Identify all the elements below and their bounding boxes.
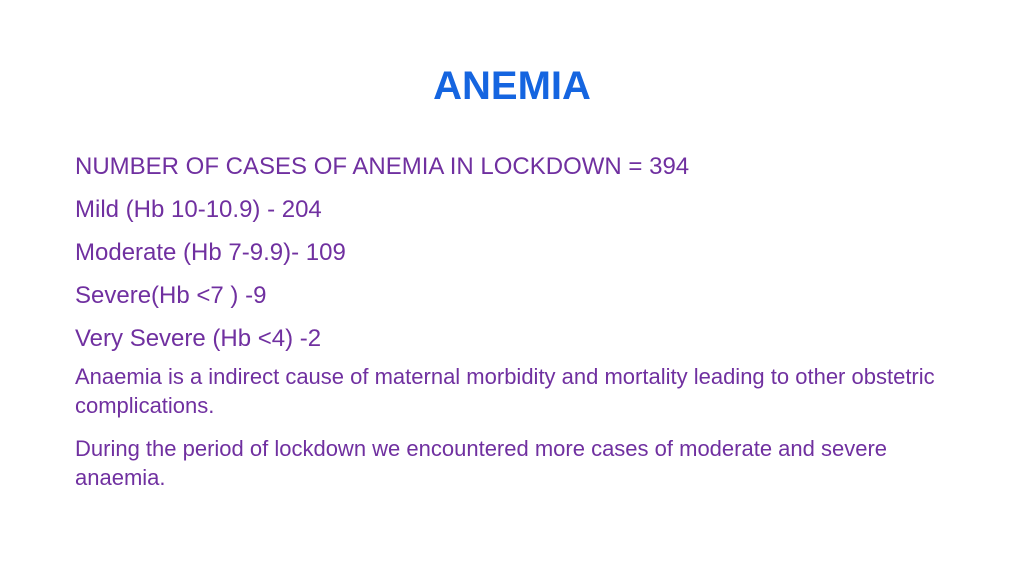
very-severe-cases-line: Very Severe (Hb <4) -2: [75, 325, 322, 352]
slide-body: [75, 152, 955, 506]
indirect-cause-paragraph: Anaemia is a indirect cause of maternal morbidity and mortality leading to other obstetric complications.: [75, 364, 935, 418]
lockdown-observation-paragraph: During the period of lockdown we encountered more cases of moderate and severe anaemia.: [75, 436, 888, 490]
moderate-cases-line: Moderate (Hb 7-9.9)- 109: [75, 239, 346, 266]
severe-cases-line: Severe(Hb <7 ) -9: [75, 282, 267, 309]
mild-cases-line: Mild (Hb 10-10.9) - 204: [75, 196, 322, 223]
slide-title: ANEMIA: [433, 64, 591, 108]
total-cases-line: NUMBER OF CASES OF ANEMIA IN LOCKDOWN = 394: [75, 153, 690, 180]
